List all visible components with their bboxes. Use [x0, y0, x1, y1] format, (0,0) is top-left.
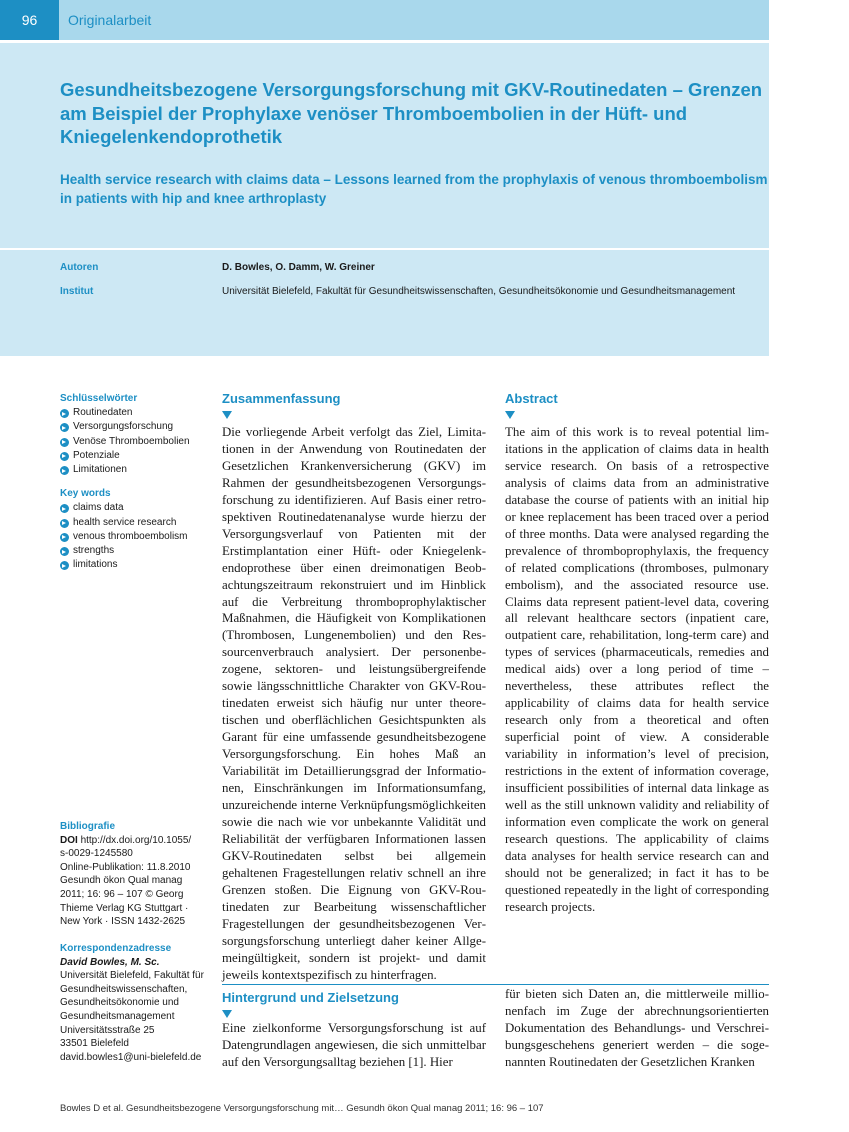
section-label: Originalarbeit	[68, 12, 152, 28]
keyword-item	[60, 449, 210, 463]
correspondence-name: David Bowles, M. Sc.	[60, 956, 160, 968]
address-line: Gesundheitswissenschaften,	[60, 983, 188, 995]
institute: Universität Bielefeld, Fakultät für Gesundheitswissenschaften, Gesundheitsökonomie und Gesundheitsmanagement	[222, 286, 736, 297]
keyword-text: Routinedaten	[73, 407, 133, 419]
page-number: 96	[0, 0, 59, 40]
keyword-text: venous thromboembolism	[73, 530, 188, 542]
author-panel	[0, 250, 769, 356]
triangle-down-icon	[222, 411, 232, 419]
abstract-text: The aim of this work is to reveal potential limitations in the application of claims data in health service research. On basis of a retrospective analysis of claims data from an administrative database the course of patients with an initial hip or knee replacement has been traced over a period of three months. Data were analysed regarding the prevalence of thromboprophylaxis, the frequency of related complications (thromboses, pulmonary embolism), and the associated resource use. Claims data represent patient-level data, covering all relevant healthcare sectors (inpatient care, outpatient care, rehabilitation, long-term care) and types of services (pharmaceuticals, remedies and medical aids) over a long period of time – nevertheless, these attributes reflect the applicability of claims data for health service research only from a theoretical and often superficial point of view. A considerable variability in information’s level of precision, restrictions in the extent of information coverage, insufficient possibilities of internal data linkage as well as the still unknown validity and reliability of information even complicate the work on general research questions. The applicability of claims data analyses for health service research can and should not be generalized; in fact it has to be questioned repeatedly in the light of corresponding research projects.	[505, 425, 769, 914]
address-line: 33501 Bielefeld	[60, 1038, 129, 1050]
keywords-en-list	[60, 501, 210, 572]
arrow-bullet-icon	[60, 504, 69, 513]
keyword-item	[60, 544, 210, 558]
keywords-de-list	[60, 406, 210, 477]
arrow-bullet-icon	[60, 438, 69, 447]
arrow-bullet-icon	[60, 547, 69, 556]
address-line: Gesundheitsmanagement	[60, 1010, 175, 1022]
hintergrund-text-right: für bieten sich Daten an, die mittlerweile millionenfach im Zuge der abrechnungsorientierten Dokumentation des Behandlungs- und Verschreibungsgeschehens generiert werden – die sogenannten Routinedaten der Gesetzlichen Kranken	[505, 987, 769, 1069]
bibliography	[60, 820, 210, 929]
keyword-text: Limitationen	[73, 464, 127, 476]
correspondence	[60, 942, 210, 1064]
doi-line	[60, 834, 210, 848]
publisher: Thieme Verlag KG Stuttgart ·	[60, 902, 189, 914]
citation: 2011; 16: 96 – 107 © Georg	[60, 888, 184, 900]
keyword-text: Potenziale	[73, 449, 120, 461]
hintergrund-text-left: Eine zielkonforme Versorgungsforschung ist auf Datengrundlagen angewiesen, die sich unmittelbar auf den Versorgungsalltag beziehen [1]. Hier	[222, 1021, 486, 1069]
keywords-en-heading: Key words	[60, 488, 111, 500]
keyword-item	[60, 558, 210, 572]
doi-link[interactable]: http://dx.doi.org/10.1055/	[80, 834, 192, 846]
email[interactable]: david.bowles1@uni-bielefeld.de	[60, 1051, 202, 1063]
hintergrund-heading: Hintergrund und Zielsetzung	[222, 990, 399, 1005]
section-divider	[222, 984, 769, 985]
zusammenfassung-heading: Zusammenfassung	[222, 391, 341, 406]
authors-label: Autoren	[60, 262, 99, 273]
arrow-bullet-icon	[60, 423, 69, 432]
address-line: Universität Bielefeld, Fakultät für	[60, 970, 204, 982]
keyword-text: health service research	[73, 516, 177, 528]
page-footer: Bowles D et al. Gesundheitsbezogene Versorgungsforschung mit… Gesundh ökon Qual manag 2011; 16: 96 – 107	[60, 1103, 544, 1114]
institute-label: Institut	[60, 286, 94, 297]
arrow-bullet-icon	[60, 466, 69, 475]
keywords-de-heading: Schlüsselwörter	[60, 393, 138, 404]
keyword-item	[60, 516, 210, 530]
keyword-text: limitations	[73, 559, 118, 571]
keyword-item	[60, 501, 210, 515]
keyword-text: claims data	[73, 502, 124, 514]
arrow-bullet-icon	[60, 452, 69, 461]
issn: New York · ISSN 1432-2625	[60, 916, 186, 928]
keyword-item	[60, 435, 210, 449]
correspondence-heading: Korrespondenzadresse	[60, 943, 172, 954]
arrow-bullet-icon	[60, 533, 69, 542]
triangle-down-icon	[505, 411, 515, 419]
doi-line-2: s-0029-1245580	[60, 848, 133, 860]
arrow-bullet-icon	[60, 519, 69, 528]
arrow-bullet-icon	[60, 409, 69, 418]
journal-name: Gesundh ökon Qual manag	[60, 875, 183, 887]
abstract-heading: Abstract	[505, 391, 558, 406]
triangle-down-icon	[222, 1010, 232, 1018]
authors: D. Bowles, O. Damm, W. Greiner	[222, 262, 375, 273]
zusammenfassung-text: Die vorliegende Arbeit verfolgt das Ziel, Limitationen in der Anwendung von Routinedaten der Gesetzlichen Krankenversicherung (GKV) im Rahmen der gesundheitsbezogenen Versorgungsforschung zu identifizieren. Auf Basis einer retrospektiven Routinedatenanalyse wurde hierzu der Versorgungsverlauf von Patienten mit der Erstimplantation einer Hüft- oder Kniegelenkendoprothese über einen dreimonatigen Beobachtungszeitraum rekonstruiert und im Hinblick auf die Verbreitung thromboprophylaktischer Maßnahmen, die Häufigkeit von Komplikationen (Thrombosen, Lungenembolien) und den Ressourcenverbrauch analysiert. Der personenbezogene, sektoren- und leistungsübergreifende sowie längsschnittliche Charakter von GKV-Routinedaten erweist sich häufig nur unter theoretischen und oberflächlichen Gesichtspunkten als Garant für eine umfassende gesundheitsbezogene Versorgungsforschung. Ein hohes Maß an Variabilität im Detaillierungsgrad der Informationen, Einschränkungen im Informationsumfang, unzureichende interne Verknüpfungsmöglichkeiten sowie die nach wie vor unbekannte Validität und Reliabilität der verfügbaren Informationen lassen GKV-Routinedaten selbst bei allgemein gehaltenen Fragestellungen relativ schnell an ihre Grenzen stoßen. Die Eignung von GKV-Routinedaten zur Bearbeitung wissenschaftlicher Fragestellungen der gesundheitsbezogenen Versorgungsforschung unterliegt daher keiner Allgemeingültigkeit, sondern ist projekt- und damit jeweils kontextspezifisch zu hinterfragen.	[222, 425, 486, 982]
doi-label: DOI	[60, 834, 78, 846]
article-subtitle: Health service research with claims data – Lessons learned from the prophylaxis of venous thromboembolism in patients with hip and knee arthroplasty	[60, 172, 768, 206]
keyword-text: Versorgungsforschung	[73, 421, 174, 433]
article-title: Gesundheitsbezogene Versorgungsforschung mit GKV-Routinedaten – Grenzen am Beispiel der Prophylaxe venöser Thromboembolien in der Hüft- und Kniegelenkendoprothetik	[60, 79, 763, 147]
keyword-item	[60, 530, 210, 544]
keyword-text: Venöse Thromboembolien	[73, 435, 190, 447]
keywords-sidebar	[60, 392, 210, 582]
keyword-item	[60, 406, 210, 420]
keyword-item	[60, 420, 210, 434]
address-line: Gesundheitsökonomie und	[60, 997, 179, 1009]
address-line: Universitätsstraße 25	[60, 1024, 155, 1036]
keyword-item	[60, 463, 210, 477]
bibliography-heading: Bibliografie	[60, 821, 116, 832]
online-publication: Online-Publikation: 11.8.2010	[60, 861, 191, 873]
arrow-bullet-icon	[60, 561, 69, 570]
keyword-text: strengths	[73, 545, 115, 557]
